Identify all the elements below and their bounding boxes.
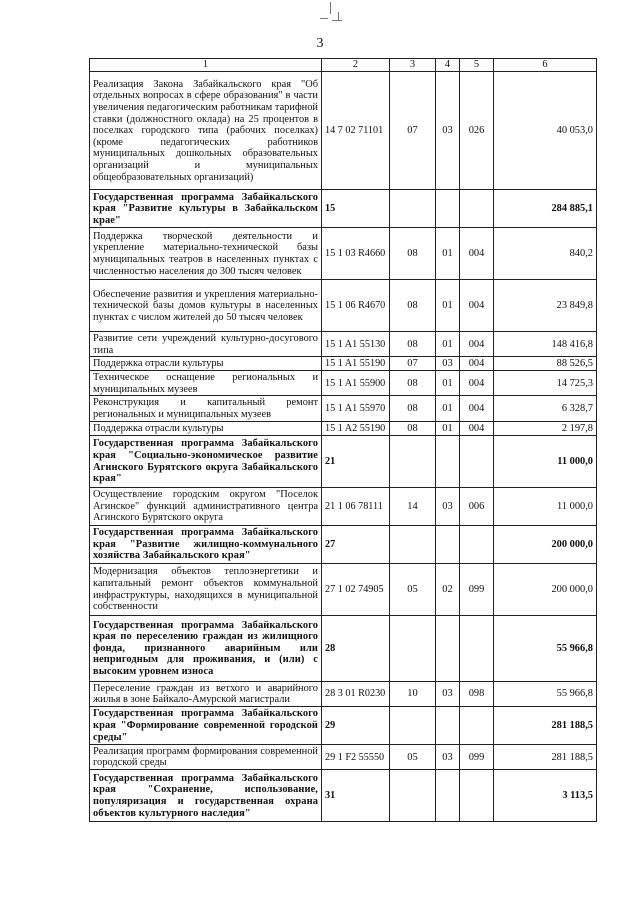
cell-name: Реконструкция и капитальный ремонт региональных и муниципальных музеев (90, 396, 322, 421)
cell-target-code: 15 (322, 190, 390, 228)
page-number: 3 (316, 36, 324, 51)
cell-subsection: 03 (436, 487, 460, 525)
header-col-1: 1 (90, 59, 322, 72)
cell-section (390, 435, 436, 487)
cell-amount: 40 053,0 (494, 72, 597, 190)
table-row (90, 421, 597, 435)
table-row (90, 487, 597, 525)
header-col-2: 2 (322, 59, 390, 72)
table-row (90, 681, 597, 706)
cell-expense-type: 098 (460, 681, 494, 706)
cell-amount: 23 849,8 (494, 280, 597, 332)
cell-subsection: 02 (436, 563, 460, 615)
cell-section: 07 (390, 72, 436, 190)
cell-name: Поддержка отрасли культуры (90, 357, 322, 371)
cell-subsection: 01 (436, 280, 460, 332)
program-row (90, 525, 597, 563)
header-col-5: 5 (460, 59, 494, 72)
cell-expense-type (460, 190, 494, 228)
header-col-6: 6 (494, 59, 597, 72)
cell-section: 08 (390, 371, 436, 396)
cell-section (390, 525, 436, 563)
cell-name: Государственная программа Забайкальского края "Социально-экономическое развитие Агинского Бурятского округа Забайкальского края" (90, 435, 322, 487)
table-row (90, 744, 597, 769)
cell-amount: 148 416,8 (494, 332, 597, 357)
cell-section: 08 (390, 421, 436, 435)
cell-expense-type: 006 (460, 487, 494, 525)
cell-name: Поддержка творческой деятельности и укрепление материально-технической базы муниципальных театров в населенных пунктах с численностью населения до 300 тысяч человек (90, 228, 322, 280)
cell-name: Реализация программ формирования современной городской среды (90, 744, 322, 769)
cell-amount: 284 885,1 (494, 190, 597, 228)
cell-section: 07 (390, 357, 436, 371)
cell-subsection: 03 (436, 744, 460, 769)
cell-target-code: 27 (322, 525, 390, 563)
cell-target-code: 28 3 01 R0230 (322, 681, 390, 706)
cell-target-code: 27 1 02 74905 (322, 563, 390, 615)
cell-subsection: 01 (436, 371, 460, 396)
program-row (90, 435, 597, 487)
cell-subsection (436, 435, 460, 487)
cell-target-code: 15 1 A1 55970 (322, 396, 390, 421)
cell-name: Модернизация объектов теплоэнергетики и капитальный ремонт объектов коммунальной инфраструктуры, находящихся в муниципальной собственности (90, 563, 322, 615)
cell-section: 14 (390, 487, 436, 525)
cell-amount: 840,2 (494, 228, 597, 280)
cell-amount: 200 000,0 (494, 563, 597, 615)
cell-subsection (436, 190, 460, 228)
cell-subsection: 01 (436, 228, 460, 280)
cell-expense-type (460, 706, 494, 744)
cell-amount: 11 000,0 (494, 435, 597, 487)
table-row (90, 357, 597, 371)
cell-subsection (436, 706, 460, 744)
cell-subsection: 03 (436, 681, 460, 706)
cell-target-code: 14 7 02 71101 (322, 72, 390, 190)
cell-name: Государственная программа Забайкальского края "Развитие жилищно-коммунального хозяйства Забайкальского края" (90, 525, 322, 563)
program-row (90, 190, 597, 228)
cell-name: Государственная программа Забайкальского края "Сохранение, использование, популяризация и государственная охрана объектов культурного наследия" (90, 769, 322, 821)
cell-target-code: 31 (322, 769, 390, 821)
table-row (90, 563, 597, 615)
table-row (90, 396, 597, 421)
cell-target-code: 15 1 03 R4660 (322, 228, 390, 280)
program-row (90, 615, 597, 681)
cell-expense-type: 004 (460, 357, 494, 371)
cell-section: 08 (390, 332, 436, 357)
cell-expense-type (460, 435, 494, 487)
cell-amount: 2 197,8 (494, 421, 597, 435)
cell-section: 08 (390, 228, 436, 280)
cell-subsection (436, 525, 460, 563)
cell-target-code: 21 (322, 435, 390, 487)
cell-name: Обеспечение развития и укрепления материально-технической базы домов культуры в населенных пунктах с числом жителей до 50 тысяч человек (90, 280, 322, 332)
cell-expense-type (460, 615, 494, 681)
table-header-row (90, 59, 597, 72)
cell-section (390, 706, 436, 744)
cell-amount: 6 328,7 (494, 396, 597, 421)
program-row (90, 706, 597, 744)
cell-subsection (436, 615, 460, 681)
cell-subsection: 01 (436, 332, 460, 357)
cell-section: 08 (390, 396, 436, 421)
cell-section: 05 (390, 563, 436, 615)
cell-subsection: 03 (436, 72, 460, 190)
cell-amount: 281 188,5 (494, 706, 597, 744)
cell-target-code: 15 1 A1 55190 (322, 357, 390, 371)
cell-target-code: 21 1 06 78111 (322, 487, 390, 525)
cell-target-code: 15 1 A2 55190 (322, 421, 390, 435)
cell-expense-type: 004 (460, 421, 494, 435)
cell-section: 08 (390, 280, 436, 332)
cell-expense-type: 026 (460, 72, 494, 190)
program-row (90, 769, 597, 821)
cell-amount: 281 188,5 (494, 744, 597, 769)
cell-amount: 200 000,0 (494, 525, 597, 563)
header-col-4: 4 (436, 59, 460, 72)
table-body (90, 59, 597, 822)
cell-section: 05 (390, 744, 436, 769)
cell-section: 10 (390, 681, 436, 706)
cell-subsection (436, 769, 460, 821)
cell-name: Осуществление городским округом "Поселок Агинское" функций административного центра Агинского Бурятского округа (90, 487, 322, 525)
cell-amount: 55 966,8 (494, 615, 597, 681)
cell-expense-type: 099 (460, 744, 494, 769)
table-row (90, 72, 597, 190)
cell-name: Поддержка отрасли культуры (90, 421, 322, 435)
cell-target-code: 29 (322, 706, 390, 744)
cell-name: Государственная программа Забайкальского края "Развитие культуры в Забайкальском крае" (90, 190, 322, 228)
cell-target-code: 15 1 06 R4670 (322, 280, 390, 332)
cell-subsection: 03 (436, 357, 460, 371)
cell-target-code: 15 1 A1 55130 (322, 332, 390, 357)
cell-expense-type: 004 (460, 332, 494, 357)
cell-section (390, 190, 436, 228)
table-row (90, 228, 597, 280)
cell-expense-type: 004 (460, 396, 494, 421)
cell-expense-type: 004 (460, 280, 494, 332)
table-row (90, 280, 597, 332)
cell-amount: 14 725,3 (494, 371, 597, 396)
cell-name: Государственная программа Забайкальского края "Формирование современной городской среды" (90, 706, 322, 744)
cell-name: Развитие сети учреждений культурно-досугового типа (90, 332, 322, 357)
budget-table (89, 58, 597, 822)
cell-amount: 88 526,5 (494, 357, 597, 371)
table-row (90, 371, 597, 396)
cell-name: Государственная программа Забайкальского края по переселению граждан из жилищного фонда, признанного аварийным или непригодным для проживания, и (или) с высоким уровнем износа (90, 615, 322, 681)
cell-target-code: 28 (322, 615, 390, 681)
table-row (90, 332, 597, 357)
cell-name: Техническое оснащение региональных и муниципальных музеев (90, 371, 322, 396)
cell-section (390, 769, 436, 821)
cell-subsection: 01 (436, 396, 460, 421)
cell-expense-type (460, 525, 494, 563)
cell-subsection: 01 (436, 421, 460, 435)
cell-name: Реализация Закона Забайкальского края "Об отдельных вопросах в сфере образования" в части увеличения педагогическим работникам тарифной ставки (должностного оклада) на 25 процентов в поселках городского типа (рабочих поселках) (кроме педагогических работников муниципальных дошкольных образовательных организаций и муниципальных общеобразовательных организаций) (90, 72, 322, 190)
cell-amount: 11 000,0 (494, 487, 597, 525)
cell-expense-type: 004 (460, 371, 494, 396)
cell-section (390, 615, 436, 681)
cell-expense-type: 004 (460, 228, 494, 280)
header-col-3: 3 (390, 59, 436, 72)
cell-amount: 55 966,8 (494, 681, 597, 706)
cell-expense-type (460, 769, 494, 821)
cell-expense-type: 099 (460, 563, 494, 615)
cell-target-code: 29 1 F2 55550 (322, 744, 390, 769)
cell-name: Переселение граждан из ветхого и аварийного жилья в зоне Байкало-Амурской магистрали (90, 681, 322, 706)
cell-target-code: 15 1 A1 55900 (322, 371, 390, 396)
cell-amount: 3 113,5 (494, 769, 597, 821)
scan-artifact (318, 2, 348, 28)
